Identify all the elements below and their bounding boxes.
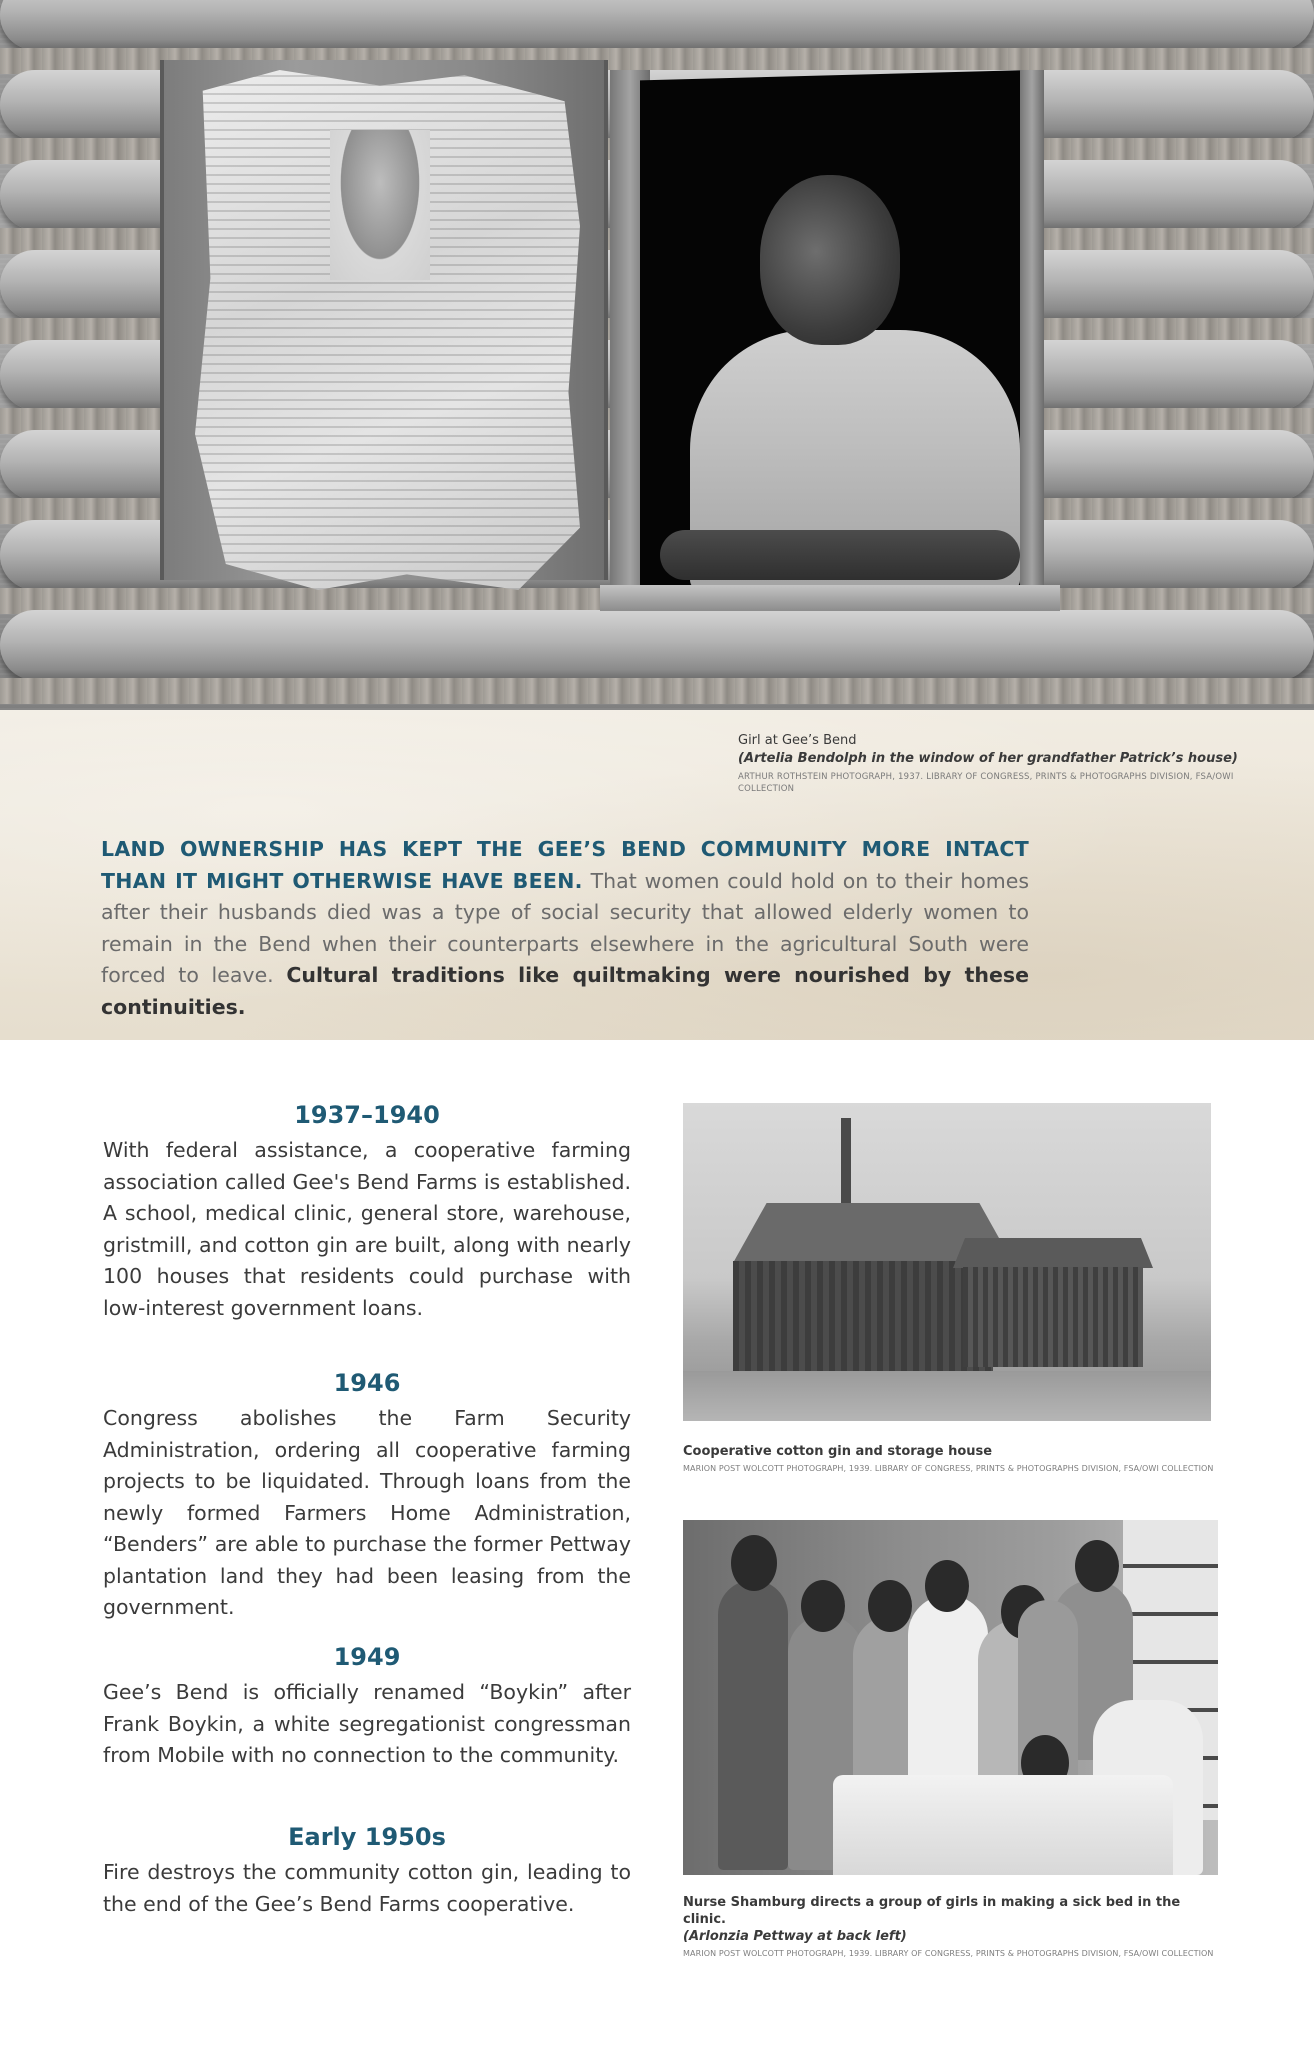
timeline-text: Congress abolishes the Farm Security Administration, ordering all cooperative farming projects to be liquidated. Through loans from the newly formed Farmers Home Administration, “Benders” are able to purchase the former Pettway plantation land they had been leasing from the government. (103, 1406, 631, 1619)
chinking (0, 678, 1314, 704)
hero-photo (0, 0, 1314, 710)
clinic-caption (683, 1894, 1223, 1960)
clinic-photo (683, 1520, 1218, 1875)
clinic-caption-title: Nurse Shamburg directs a group of girls in making a sick bed in the clinic. (683, 1895, 1181, 1927)
timeline-entry (103, 1817, 631, 1920)
storage-roof (953, 1238, 1153, 1268)
ground (683, 1371, 1211, 1421)
hero-caption-subtitle: (Artelia Bendolph in the window of her grandfather Patrick’s house) (738, 751, 1238, 766)
girl-head (760, 175, 900, 345)
girl-head (801, 1580, 845, 1632)
parchment-band (0, 710, 1314, 1040)
clinic-caption-credit: MARION POST WOLCOTT PHOTOGRAPH, 1939. LIBRARY OF CONGRESS, PRINTS & PHOTOGRAPHS DIVISION, FSA/OWI COLLECTION (683, 1949, 1214, 1958)
log (0, 610, 1314, 680)
intro-tail: Cultural traditions like quiltmaking were nourished by these continuities. (101, 963, 1029, 1019)
girl-head (868, 1580, 912, 1632)
window-sill (600, 585, 1060, 611)
sick-bed (833, 1775, 1173, 1875)
hero-caption (738, 732, 1258, 795)
storage-house (963, 1267, 1143, 1367)
timeline (103, 1095, 631, 1920)
timeline-text: Gee’s Bend is officially renamed “Boykin” after Frank Boykin, a white segregationist congressman from Mobile with no connection to the community. (103, 1680, 631, 1767)
girl-head (925, 1560, 969, 1612)
girl-figure (718, 1580, 788, 1870)
hero-caption-credit: ARTHUR ROTHSTEIN PHOTOGRAPH, 1937. LIBRARY OF CONGRESS, PRINTS & PHOTOGRAPHS DIVISION, FSA/OWI COLLECTION (738, 772, 1234, 794)
clinic-caption-subtitle: (Arlonzia Pettway at back left) (683, 1929, 907, 1944)
intro-lead: LAND OWNERSHIP HAS KEPT THE GEE’S BEND COMMUNITY MORE INTACT THAN IT MIGHT OTHERWISE HAVE BEEN. (101, 837, 1029, 893)
timeline-entry (103, 1637, 631, 1817)
girl-head (731, 1535, 777, 1591)
cotton-gin-caption-credit: MARION POST WOLCOTT PHOTOGRAPH, 1939. LIBRARY OF CONGRESS, PRINTS & PHOTOGRAPHS DIVISION, FSA/OWI COLLECTION (683, 1464, 1214, 1473)
intro-paragraph (101, 834, 1029, 1023)
timeline-entry (103, 1095, 631, 1363)
cotton-gin-photo (683, 1103, 1211, 1421)
cotton-gin-caption (683, 1443, 1223, 1475)
timeline-year: Early 1950s (288, 1823, 446, 1851)
timeline-year: 1946 (333, 1369, 401, 1397)
timeline-text: With federal assistance, a cooperative farming association called Gee's Bend Farms is established. A school, medical clinic, general store, warehouse, gristmill, and cotton gin are built, along with nearly 100 houses that residents could purchase with low-interest government loans. (103, 1138, 631, 1320)
log (0, 0, 1314, 50)
timeline-year: 1949 (333, 1643, 401, 1671)
gin-building (733, 1261, 993, 1371)
cotton-gin-caption-title: Cooperative cotton gin and storage house (683, 1444, 993, 1459)
girl-head (1075, 1540, 1119, 1592)
intro-body: That women could hold on to their homes after their husbands died was a type of social security that allowed elderly women to remain in the Bend when their counterparts elsewhere in the agricultural South were forced to leave. (101, 868, 1029, 987)
timeline-year: 1937–1940 (294, 1101, 440, 1129)
girl-arms (660, 530, 1020, 580)
timeline-text: Fire destroys the community cotton gin, leading to the end of the Gee’s Bend Farms cooperative. (103, 1860, 631, 1916)
timeline-entry (103, 1363, 631, 1637)
hero-caption-title: Girl at Gee’s Bend (738, 733, 857, 748)
newspaper-portrait (330, 130, 430, 280)
window-frame-right (1020, 70, 1044, 600)
